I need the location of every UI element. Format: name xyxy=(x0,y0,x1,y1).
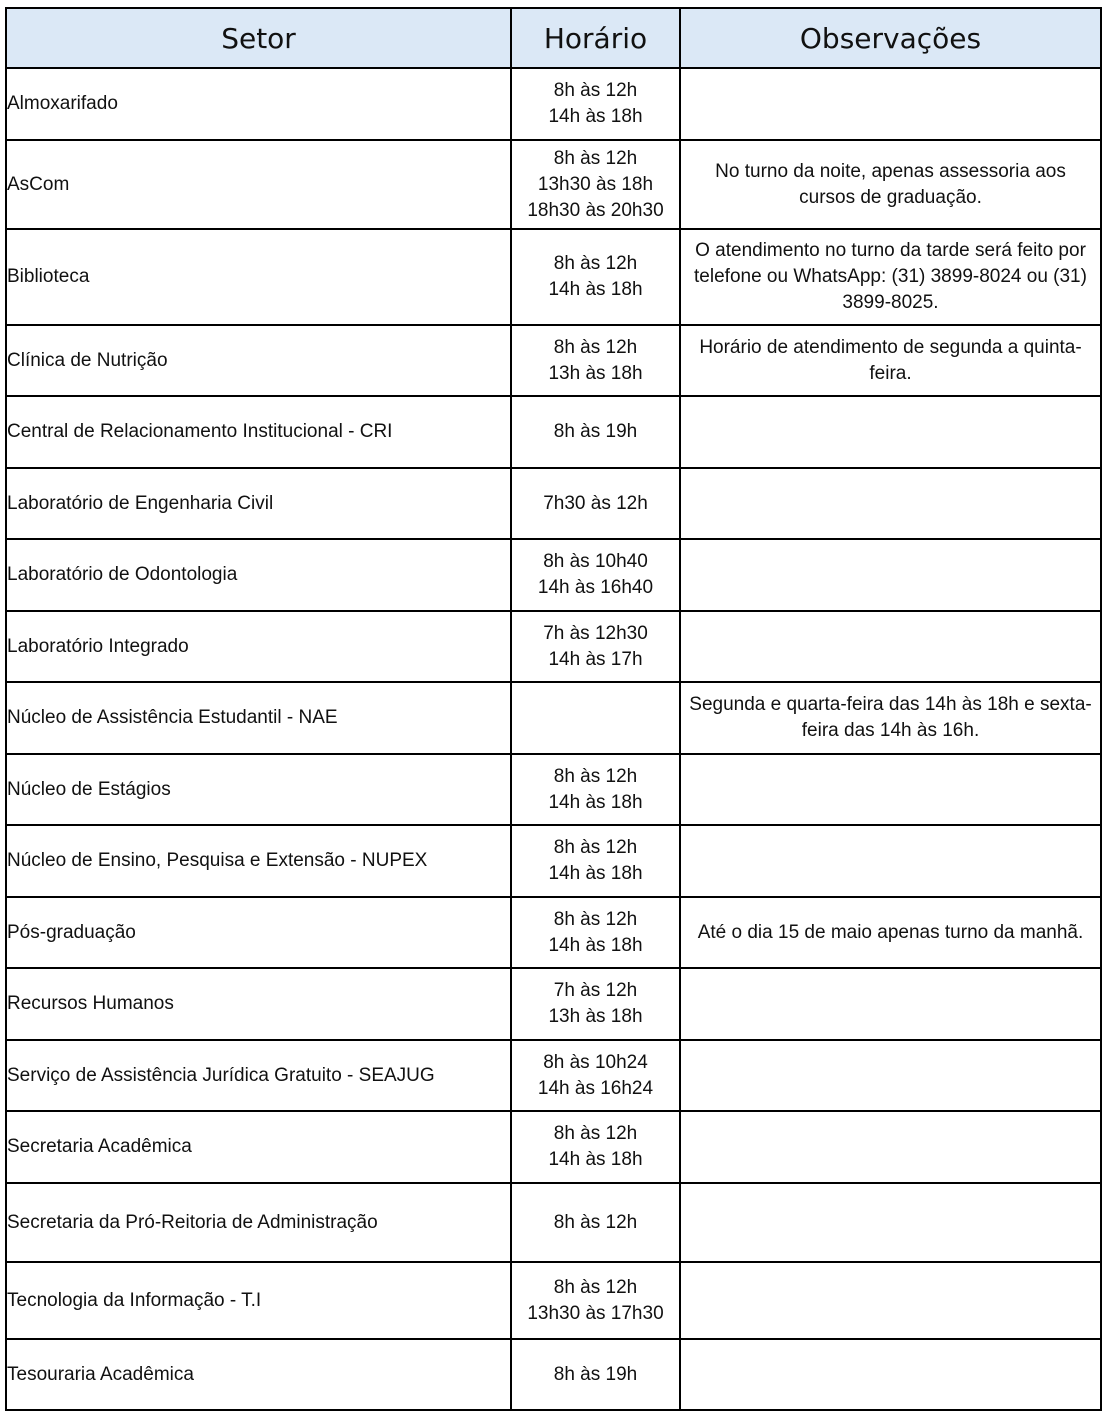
setor-cell: Núcleo de Estágios xyxy=(6,754,511,825)
setor-cell: Almoxarifado xyxy=(6,68,511,140)
observacoes-cell xyxy=(680,682,1101,754)
horario-line: 14h às 18h xyxy=(548,1149,643,1170)
horario-cell xyxy=(511,1262,680,1339)
horario-line: 14h às 18h xyxy=(548,934,643,956)
horario-line: 8h às 19h xyxy=(553,1363,638,1385)
observacoes-cell xyxy=(680,611,1101,682)
observacoes-cell xyxy=(680,396,1101,468)
observacoes-cell xyxy=(680,968,1101,1040)
horario-cell xyxy=(511,1339,680,1410)
horario-line: 8h às 12h xyxy=(553,1276,638,1298)
table-body xyxy=(6,68,1101,1410)
setor-cell: Biblioteca xyxy=(6,229,511,325)
table-row xyxy=(6,968,1101,1040)
horario-cell xyxy=(511,468,680,539)
table-row xyxy=(6,140,1101,229)
observacoes-cell xyxy=(680,68,1101,140)
setor-cell: Clínica de Nutrição xyxy=(6,325,511,396)
observacoes-cell xyxy=(680,754,1101,825)
setor-cell: Núcleo de Assistência Estudantil - NAE xyxy=(6,682,511,754)
table-header xyxy=(6,8,1101,68)
horario-line: 8h às 12h xyxy=(553,253,638,274)
horario-line: 8h às 10h40 xyxy=(543,551,648,572)
observacoes-cell xyxy=(680,140,1101,229)
table-row xyxy=(6,1040,1101,1111)
setor-cell: Central de Relacionamento Institucional - CRI xyxy=(6,396,511,468)
horario-line: 8h às 12h xyxy=(553,1211,638,1233)
horario-line: 8h às 12h xyxy=(553,908,638,930)
observacoes-text: Até o dia 15 de maio apenas turno da manhã. xyxy=(697,921,1084,943)
setor-cell: Laboratório Integrado xyxy=(6,611,511,682)
setor-cell: Secretaria da Pró-Reitoria de Administração xyxy=(6,1183,511,1262)
horario-line: 8h às 12h xyxy=(553,837,638,858)
horario-line: 8h às 19h xyxy=(553,421,638,442)
setor-cell: Pós-graduação xyxy=(6,897,511,968)
horario-line: 14h às 16h24 xyxy=(537,1077,654,1099)
observacoes-cell xyxy=(680,539,1101,611)
observacoes-cell xyxy=(680,325,1101,396)
horario-cell xyxy=(511,754,680,825)
setor-cell: Serviço de Assistência Jurídica Gratuito - SEAJUG xyxy=(6,1040,511,1111)
horario-cell xyxy=(511,825,680,897)
setor-cell: Recursos Humanos xyxy=(6,968,511,1040)
setor-cell: Núcleo de Ensino, Pesquisa e Extensão - NUPEX xyxy=(6,825,511,897)
table-row xyxy=(6,325,1101,396)
observacoes-cell xyxy=(680,1040,1101,1111)
horario-line: 8h às 12h xyxy=(553,147,638,169)
horario-line: 8h às 10h24 xyxy=(543,1051,648,1073)
header-setor: Setor xyxy=(6,8,511,68)
horario-cell xyxy=(511,396,680,468)
observacoes-text: Horário de atendimento de segunda a quinta-feira. xyxy=(699,336,1082,384)
observacoes-cell xyxy=(680,1183,1101,1262)
horario-line: 13h às 18h xyxy=(548,362,643,384)
horario-line: 14h às 18h xyxy=(548,791,643,813)
table-row xyxy=(6,396,1101,468)
header-horario: Horário xyxy=(511,8,680,68)
horario-cell xyxy=(511,1111,680,1183)
observacoes-cell xyxy=(680,1111,1101,1183)
table-row xyxy=(6,754,1101,825)
horario-cell xyxy=(511,968,680,1040)
setor-cell: Tecnologia da Informação - T.I xyxy=(6,1262,511,1339)
observacoes-cell xyxy=(680,468,1101,539)
horario-cell xyxy=(511,539,680,611)
table-row xyxy=(6,1183,1101,1262)
horario-cell xyxy=(511,68,680,140)
observacoes-text: No turno da noite, apenas assessoria aos cursos de graduação. xyxy=(715,160,1066,208)
horario-line: 13h30 às 17h30 xyxy=(527,1302,664,1324)
horario-line: 7h30 às 12h xyxy=(543,492,648,514)
horario-line: 14h às 16h40 xyxy=(537,577,654,598)
horario-line: 8h às 12h xyxy=(553,765,638,787)
table-row xyxy=(6,68,1101,140)
table-row xyxy=(6,468,1101,539)
observacoes-text: Segunda e quarta-feira das 14h às 18h e sexta-feira das 14h às 16h. xyxy=(689,694,1092,741)
horario-line: 8h às 12h xyxy=(553,80,638,101)
horario-line: 14h às 18h xyxy=(548,863,643,884)
setor-cell: Laboratório de Engenharia Civil xyxy=(6,468,511,539)
horario-line: 8h às 12h xyxy=(553,336,638,358)
table-row xyxy=(6,1339,1101,1410)
table-row xyxy=(6,539,1101,611)
table-row xyxy=(6,1111,1101,1183)
header-observacoes: Observações xyxy=(680,8,1101,68)
horario-cell xyxy=(511,325,680,396)
horario-cell xyxy=(511,140,680,229)
schedule-table xyxy=(5,7,1102,1411)
horario-cell xyxy=(511,1040,680,1111)
horario-line: 8h às 12h xyxy=(553,1123,638,1144)
horario-line: 18h30 às 20h30 xyxy=(527,199,664,221)
table-row xyxy=(6,1262,1101,1339)
table-row xyxy=(6,229,1101,325)
horario-cell xyxy=(511,229,680,325)
setor-cell: Laboratório de Odontologia xyxy=(6,539,511,611)
horario-line: 7h às 12h30 xyxy=(543,622,648,644)
horario-line: 14h às 17h xyxy=(548,648,643,670)
setor-cell: Secretaria Acadêmica xyxy=(6,1111,511,1183)
table-row xyxy=(6,682,1101,754)
horario-cell xyxy=(511,897,680,968)
observacoes-cell xyxy=(680,825,1101,897)
setor-cell: AsCom xyxy=(6,140,511,229)
horario-line: 13h30 às 18h xyxy=(537,173,654,195)
setor-cell: Tesouraria Acadêmica xyxy=(6,1339,511,1410)
table-row xyxy=(6,825,1101,897)
observacoes-text: O atendimento no turno da tarde será feito por telefone ou WhatsApp: (31) 3899-8024 ou (31) 3899-8025. xyxy=(694,240,1087,313)
horario-cell xyxy=(511,1183,680,1262)
horario-line: 13h às 18h xyxy=(548,1006,643,1027)
horario-cell xyxy=(511,682,680,754)
horario-line: 14h às 18h xyxy=(548,279,643,300)
horario-cell xyxy=(511,611,680,682)
observacoes-cell xyxy=(680,1339,1101,1410)
observacoes-cell xyxy=(680,229,1101,325)
table-row xyxy=(6,611,1101,682)
header-row xyxy=(6,8,1101,68)
horario-line: 7h às 12h xyxy=(553,980,638,1001)
table-row xyxy=(6,897,1101,968)
observacoes-cell xyxy=(680,1262,1101,1339)
horario-line: 14h às 18h xyxy=(548,106,643,127)
observacoes-cell xyxy=(680,897,1101,968)
